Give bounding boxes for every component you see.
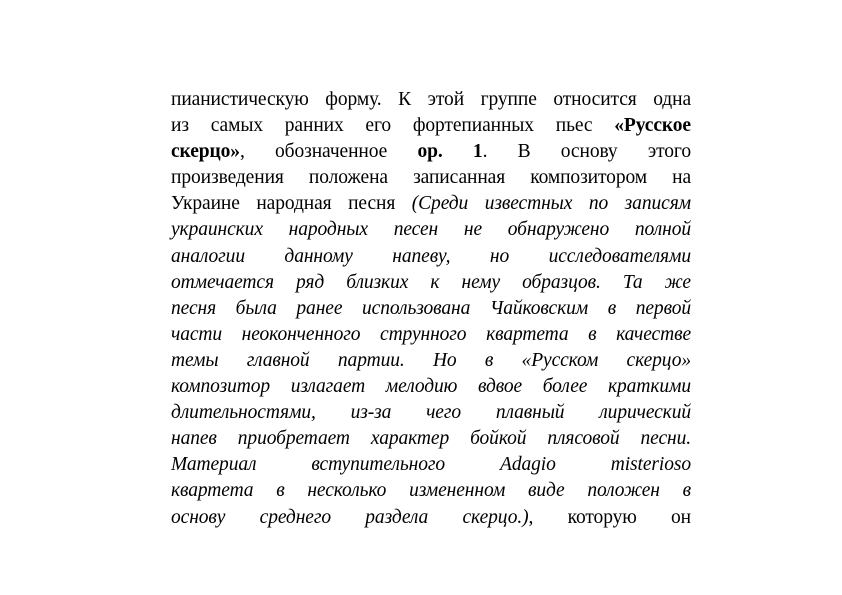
text-line xyxy=(171,217,691,243)
text-segment: украинских народных песен не обнаружено полной xyxy=(171,219,691,241)
text-line xyxy=(171,191,691,217)
text-line xyxy=(171,348,691,374)
text-segment: произведения положена записанная композитором на xyxy=(171,167,691,189)
text-segment: ор. 1 xyxy=(417,141,483,163)
text-segment: аналогии данному напеву, но исследователями xyxy=(171,245,691,267)
text-line xyxy=(171,139,691,165)
text-segment: длительностями, из-за чего плавный лирический xyxy=(171,402,691,424)
text-segment: основу среднего раздела скерцо.) xyxy=(171,506,529,528)
text-segment: (Среди известных по записям xyxy=(411,193,691,215)
text-line xyxy=(171,165,691,191)
text-segment: . В основу этого xyxy=(482,141,691,163)
text-segment: песня была ранее использована Чайковским в первой xyxy=(171,297,691,319)
text-segment: Материал вступительного Adagio misterioso xyxy=(171,454,691,476)
text-line xyxy=(171,478,691,504)
text-line xyxy=(171,374,691,400)
text-line xyxy=(171,322,691,348)
text-segment: , обозначенное xyxy=(239,141,418,163)
body-text xyxy=(171,87,691,531)
text-segment: пианистическую форму. К этой группе относится одна xyxy=(171,89,691,110)
text-line xyxy=(171,270,691,296)
text-segment: из самых ранних его фортепианных пьес xyxy=(171,115,615,137)
text-line xyxy=(171,426,691,452)
text-line xyxy=(171,296,691,322)
text-segment: части неоконченного струнного квартета в качестве xyxy=(171,323,691,345)
text-line xyxy=(171,87,691,113)
text-segment: «Русское xyxy=(614,115,691,137)
text-line xyxy=(171,505,691,531)
text-line xyxy=(171,452,691,478)
text-segment: напев приобретает характер бойкой плясовой песни. xyxy=(171,428,691,450)
text-segment: , которую он xyxy=(528,506,691,528)
text-segment: отмечается ряд близких к нему образцов. Та же xyxy=(171,271,691,293)
text-segment: темы главной партии. Но в «Русском скерцо» xyxy=(171,349,691,371)
text-line xyxy=(171,113,691,139)
text-line xyxy=(171,400,691,426)
text-segment: скерцо» xyxy=(171,141,240,163)
text-line xyxy=(171,244,691,270)
text-segment: Украине народная песня xyxy=(171,193,412,215)
text-segment: квартета в несколько измененном виде положен в xyxy=(171,480,691,502)
text-segment: композитор излагает мелодию вдвое более краткими xyxy=(171,376,691,398)
